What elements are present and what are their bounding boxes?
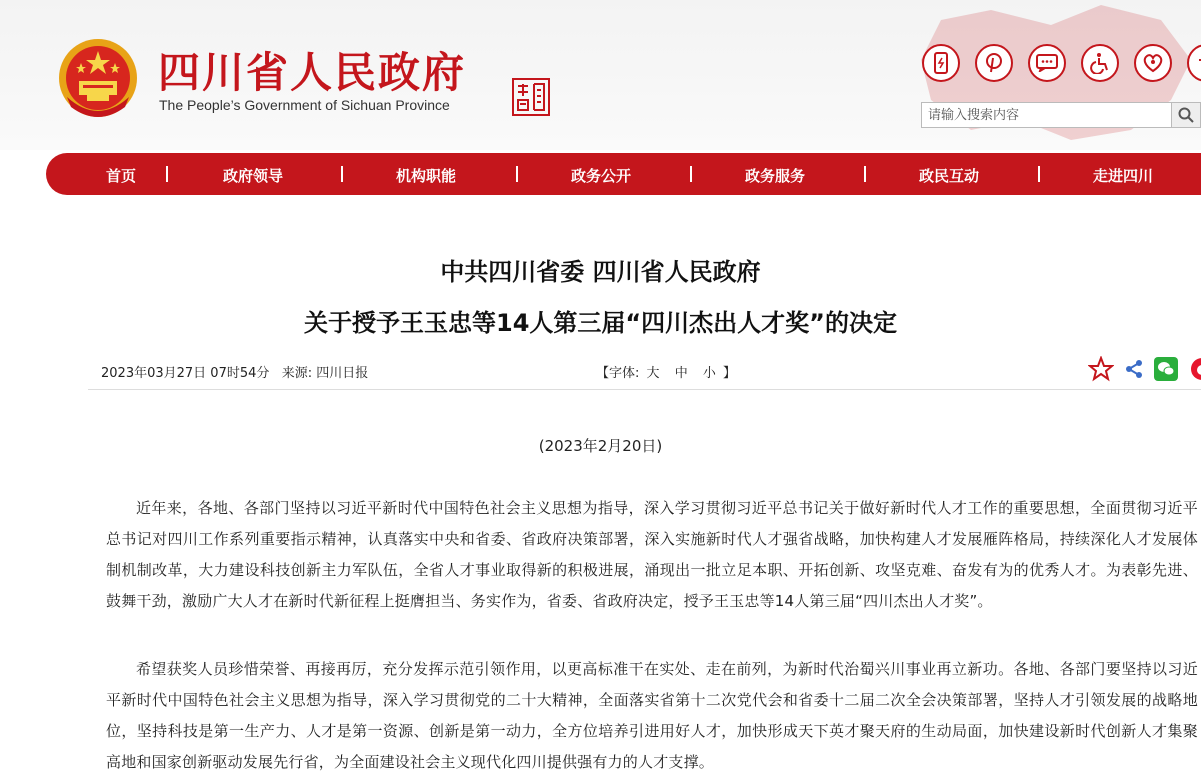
article-date: (2023年2月20日): [538, 437, 663, 455]
font-size-label: 【字体:: [596, 366, 640, 381]
nav-about-sichuan[interactable]: 走进四川: [1093, 167, 1154, 185]
accessibility-toolbar: [922, 44, 1201, 82]
weibo-share-icon[interactable]: [1188, 357, 1201, 381]
article-title-line2: 关于授予王玉忠等14人第三届“四川杰出人才奖”的决定: [304, 309, 897, 337]
nav-home[interactable]: 首页: [106, 167, 137, 185]
site-title[interactable]: 四川省人民政府: [158, 48, 467, 97]
weibo-icon[interactable]: [975, 44, 1013, 82]
article-paragraph-1: 近年来，各地、各部门坚持以习近平新时代中国特色社会主义思想为指导，深入学习贯彻习近平总书记关于做好新时代人才工作的重要思想，全面贯彻习近平总书记对四川工作系列重要指示精神，认真落实中央和省委、省政府决策部署，深入实施新时代人才强省战略，加快构建人才发展雁阵格局，持续深化人才发展体制机制改革，大力建设科技创新主力军队伍，全省人才事业取得新的积极进展，涌现出一批立足本职、开拓创新、攻坚克难、奋发有为的优秀人才。为表彰先进、鼓舞干劲，激励广大人才在新时代新征程上挺膺担当、务实作为，省委、省政府决定，授予王玉忠等14人第三届“四川杰出人才奖”。: [106, 499, 1198, 610]
search-icon: [1178, 107, 1194, 123]
national-emblem-icon[interactable]: [57, 37, 139, 119]
favorite-star-icon[interactable]: [1088, 356, 1114, 382]
nav-open-affairs[interactable]: 政务公开: [571, 167, 632, 185]
message-icon[interactable]: [1028, 44, 1066, 82]
accessibility-icon[interactable]: [1187, 44, 1201, 82]
article-meta: 2023年03月27日 07时54分 来源: 四川日报: [101, 366, 369, 381]
share-icon[interactable]: [1124, 359, 1144, 379]
nav-leaders[interactable]: 政府领导: [223, 167, 284, 185]
font-size-selector: [596, 362, 736, 381]
nav-interaction[interactable]: 政民互动: [919, 167, 980, 185]
china-seal-icon: [512, 78, 550, 116]
site-subtitle: The People’s Government of Sichuan Province: [159, 97, 450, 113]
font-size-close: 】: [723, 366, 737, 381]
main-nav: [46, 153, 1201, 195]
search-button[interactable]: [1171, 103, 1200, 127]
article-paragraph-2: 希望获奖人员珍惜荣誉、再接再厉，充分发挥示范引领作用，以更高标准干在实处、走在前列，为新时代治蜀兴川事业再立新功。各地、各部门要坚持以习近平新时代中国特色社会主义思想为指导，深入学习贯彻党的二十大精神，全面落实省第十二次党代会和省委十二届二次全会决策部署，坚持人才引领发展的战略地位，坚持科技是第一生产力、人才是第一资源、创新是第一动力，全方位培养引进用好人才，加快形成天下英才聚天府的生动局面，加快建设新时代创新人才集聚高地和国家创新驱动发展先行省，为全面建设社会主义现代化四川提供强有力的人才支撑。: [106, 660, 1198, 771]
nav-services[interactable]: 政务服务: [745, 167, 806, 185]
nav-functions[interactable]: 机构职能: [396, 167, 457, 185]
wheelchair-icon[interactable]: [1081, 44, 1119, 82]
share-toolbar: [1088, 356, 1201, 382]
meta-divider: [88, 389, 1201, 390]
nav-divider: [1038, 166, 1040, 182]
search-input[interactable]: [922, 103, 1174, 127]
elderly-care-icon[interactable]: [1134, 44, 1172, 82]
nav-divider: [516, 166, 518, 182]
nav-divider: [690, 166, 692, 182]
wechat-icon[interactable]: [1154, 357, 1178, 381]
font-size-large[interactable]: 大: [646, 366, 660, 381]
nav-divider: [341, 166, 343, 182]
font-size-medium[interactable]: 中: [674, 366, 688, 381]
mobile-icon[interactable]: [922, 44, 960, 82]
site-header: [0, 0, 1201, 150]
font-size-small[interactable]: 小: [702, 366, 716, 381]
nav-divider: [166, 166, 168, 182]
nav-divider: [864, 166, 866, 182]
search-box: [921, 102, 1201, 128]
article-title-line1: 中共四川省委 四川省人民政府: [440, 258, 761, 286]
